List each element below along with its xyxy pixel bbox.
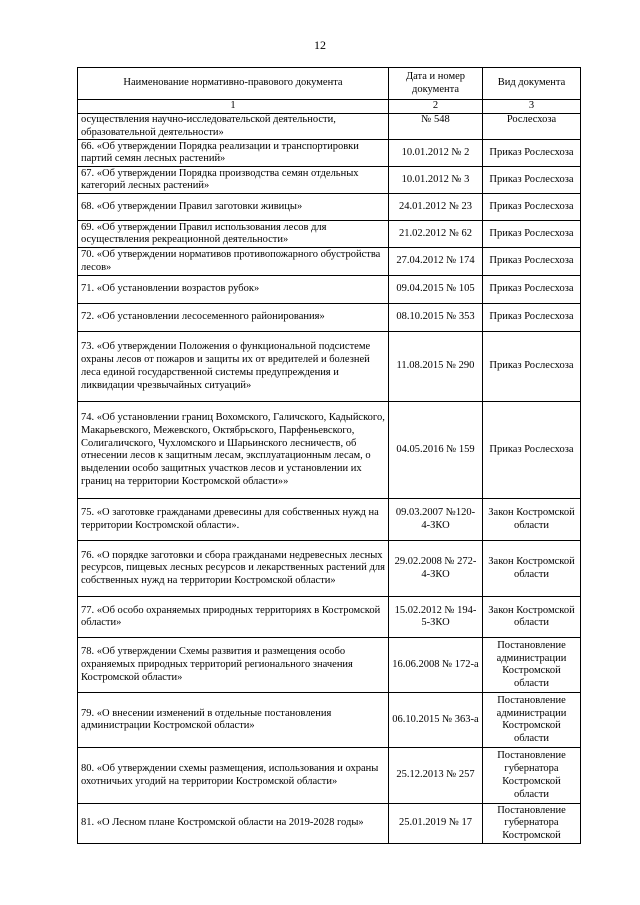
document-type: Приказ Рослесхоза xyxy=(483,194,581,221)
table-row xyxy=(78,248,581,276)
document-name: 73. «Об утверждении Положения о функциональной подсистеме охраны лесов от пожаров и защиты их от вредителей и болезней леса единой государственной системы предупреждения и ликвидации чрезвычайных ситуаций» xyxy=(78,332,389,402)
document-date: 10.01.2012 № 3 xyxy=(389,167,483,194)
document-type: Закон Костромской области xyxy=(483,541,581,597)
table-row xyxy=(78,693,581,748)
document-type: Приказ Рослесхоза xyxy=(483,276,581,304)
table-row xyxy=(78,304,581,332)
table-row xyxy=(78,402,581,499)
document-type: Постановление администрации Костромской области xyxy=(483,693,581,748)
document-date: 06.10.2015 № 363-а xyxy=(389,693,483,748)
document-type: Приказ Рослесхоза xyxy=(483,332,581,402)
document-date: 08.10.2015 № 353 xyxy=(389,304,483,332)
document-name: 69. «Об утверждении Правил использования лесов для осуществления рекреационной деятельности» xyxy=(78,221,389,248)
document-name: 77. «Об особо охраняемых природных территориях в Костромской области» xyxy=(78,597,389,638)
document-date: 09.04.2015 № 105 xyxy=(389,276,483,304)
document-date: 09.03.2007 №120-4-ЗКО xyxy=(389,499,483,541)
document-name: 78. «Об утверждении Схемы развития и размещения особо охраняемых природных территорий регионального значения Костромской области» xyxy=(78,638,389,693)
document-name: 70. «Об утверждении нормативов противопожарного обустройства лесов» xyxy=(78,248,389,276)
document-type: Постановление губернатора Костромской xyxy=(483,804,581,844)
table-row xyxy=(78,638,581,693)
table-row xyxy=(78,113,581,140)
table-row xyxy=(78,140,581,167)
document-name: 67. «Об утверждении Порядка производства семян отдельных категорий лесных растений» xyxy=(78,167,389,194)
document-type: Приказ Рослесхоза xyxy=(483,221,581,248)
table-row xyxy=(78,276,581,304)
table-row xyxy=(78,597,581,638)
document-name: 68. «Об утверждении Правил заготовки живицы» xyxy=(78,194,389,221)
table-row xyxy=(78,804,581,844)
table-row xyxy=(78,332,581,402)
document-type: Приказ Рослесхоза xyxy=(483,402,581,499)
document-date: 27.04.2012 № 174 xyxy=(389,248,483,276)
document-date: 15.02.2012 № 194-5-ЗКО xyxy=(389,597,483,638)
document-date: 29.02.2008 № 272-4-ЗКО xyxy=(389,541,483,597)
document-type: Приказ Рослесхоза xyxy=(483,140,581,167)
document-type: Приказ Рослесхоза xyxy=(483,248,581,276)
header-type: Вид документа xyxy=(483,68,581,100)
document-name: 66. «Об утверждении Порядка реализации и транспортировки партий семян лесных растений» xyxy=(78,140,389,167)
document-type: Приказ Рослесхоза xyxy=(483,167,581,194)
document-date: 04.05.2016 № 159 xyxy=(389,402,483,499)
document-name: осуществления научно-исследовательской деятельности, образовательной деятельности» xyxy=(78,113,389,140)
column-number: 2 xyxy=(389,100,483,114)
document-date: 25.01.2019 № 17 xyxy=(389,804,483,844)
document-name: 74. «Об установлении границ Вохомского, Галичского, Кадыйского, Макарьевского, Межевского, Октябрьского, Парфеньевского, Солигаличского, Чухломского и Шарьинского лесничеств, об отнесении лесов к защитным лесам, эксплуатационным лесам, о выделении особо защитных участков лесов и установлении их границ на территории Костромской области»» xyxy=(78,402,389,499)
document-type: Постановление администрации Костромской области xyxy=(483,638,581,693)
document-type: Закон Костромской области xyxy=(483,499,581,541)
document-date: 11.08.2015 № 290 xyxy=(389,332,483,402)
document-type: Приказ Рослесхоза xyxy=(483,304,581,332)
document-name: 75. «О заготовке гражданами древесины для собственных нужд на территории Костромской области». xyxy=(78,499,389,541)
documents-table xyxy=(77,67,581,844)
table-row xyxy=(78,194,581,221)
document-date: 21.02.2012 № 62 xyxy=(389,221,483,248)
document-name: 79. «О внесении изменений в отдельные постановления администрации Костромской области» xyxy=(78,693,389,748)
document-date: 25.12.2013 № 257 xyxy=(389,748,483,804)
document-name: 76. «О порядке заготовки и сбора гражданами недревесных лесных ресурсов, пищевых лесных ресурсов и лекарственных растений для собственных нужд на территории Костромской области» xyxy=(78,541,389,597)
page-number: 12 xyxy=(314,38,326,52)
table-row xyxy=(78,499,581,541)
table-row xyxy=(78,748,581,804)
document-date: 24.01.2012 № 23 xyxy=(389,194,483,221)
header-name: Наименование нормативно-правового документа xyxy=(78,68,389,100)
column-number: 1 xyxy=(78,100,389,114)
document-name: 81. «О Лесном плане Костромской области на 2019-2028 годы» xyxy=(78,804,389,844)
document-name: 71. «Об установлении возрастов рубок» xyxy=(78,276,389,304)
document-type: Постановление губернатора Костромской области xyxy=(483,748,581,804)
document-type: Закон Костромской области xyxy=(483,597,581,638)
table-row xyxy=(78,167,581,194)
document-date: 16.06.2008 № 172-а xyxy=(389,638,483,693)
table-row xyxy=(78,541,581,597)
document-date: № 548 xyxy=(389,113,483,140)
header-date: Дата и номер документа xyxy=(389,68,483,100)
header-row xyxy=(78,68,581,100)
document-name: 80. «Об утверждении схемы размещения, использования и охраны охотничьих угодий на территории Костромской области» xyxy=(78,748,389,804)
table-row xyxy=(78,221,581,248)
document-date: 10.01.2012 № 2 xyxy=(389,140,483,167)
document-name: 72. «Об установлении лесосеменного районирования» xyxy=(78,304,389,332)
document-type: Рослесхоза xyxy=(483,113,581,140)
column-number: 3 xyxy=(483,100,581,114)
column-number-row xyxy=(78,100,581,114)
